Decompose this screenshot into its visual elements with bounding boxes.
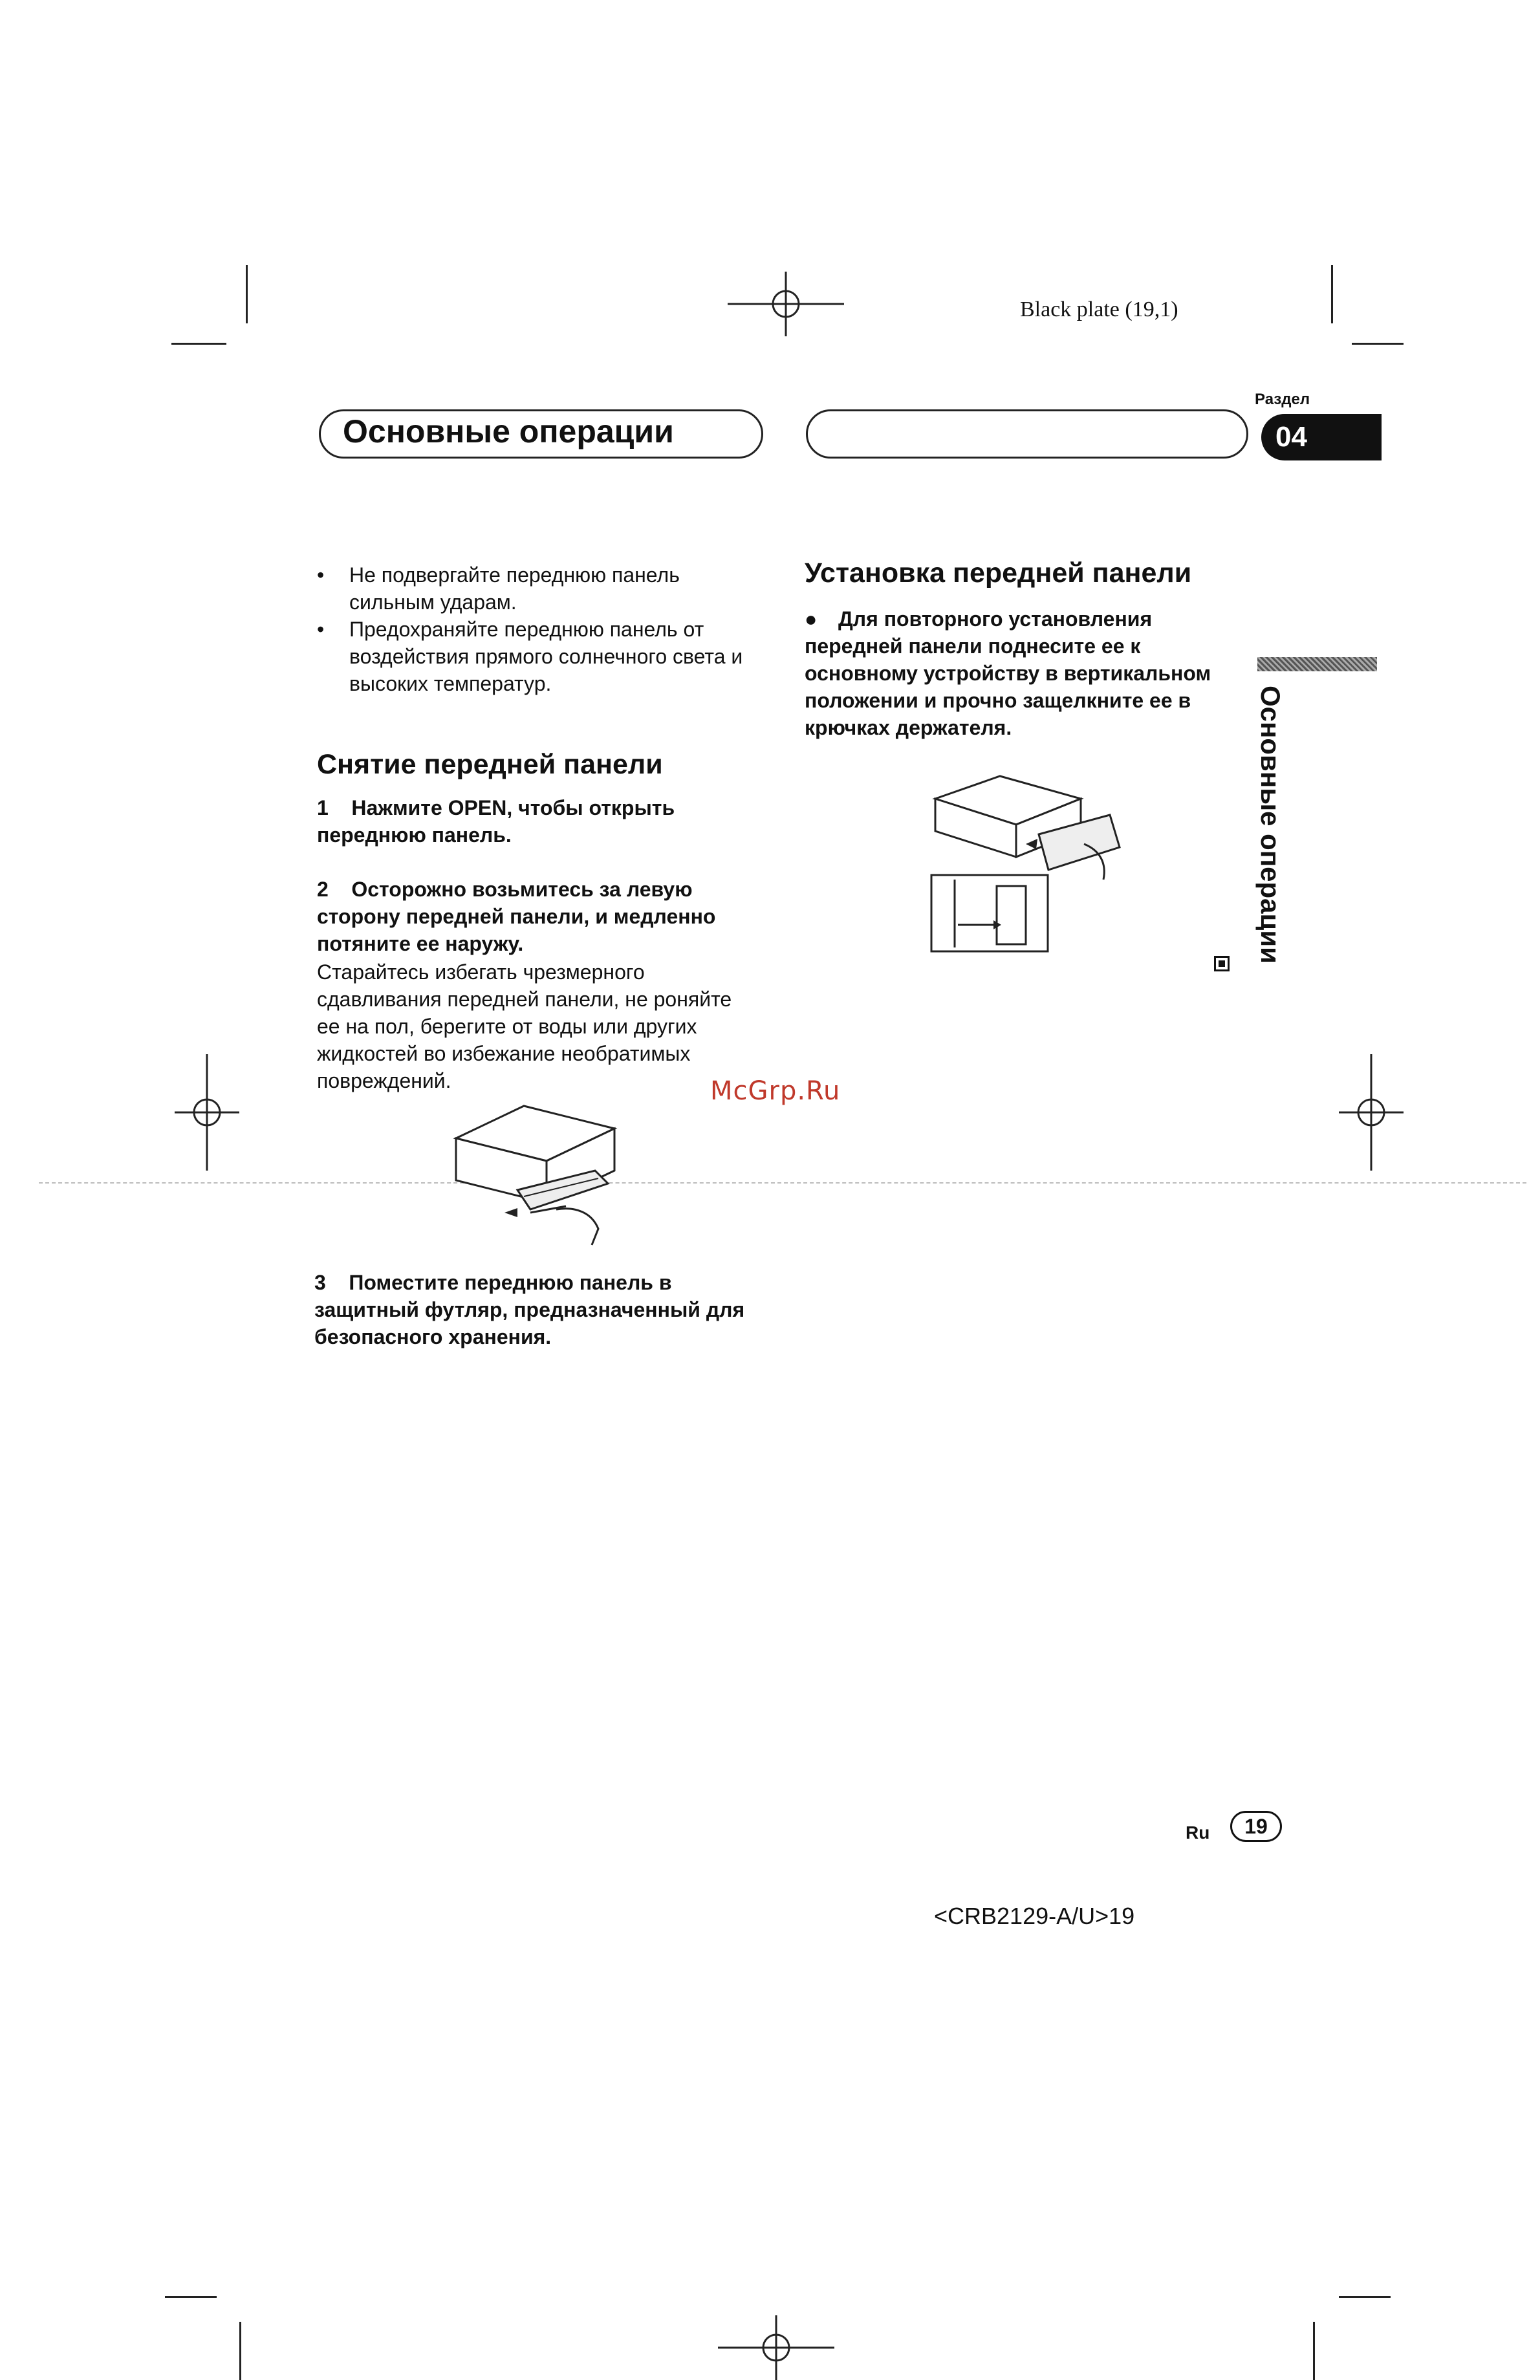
bullet-list (317, 561, 757, 697)
footer-lang: Ru (1186, 1823, 1210, 1843)
unit-panel-install-illustration (929, 773, 1123, 954)
removal-heading: Снятие передней панели (317, 749, 663, 780)
removal-step-3: 3 Поместите переднюю панель в защитный футляр, предназначенный для безопасного хранения. (314, 1271, 751, 1348)
footer-code: <CRB2129-A/U>19 (934, 1903, 1135, 1929)
fold-line (39, 1182, 1526, 1184)
crop-mark (171, 343, 226, 345)
registration-mark (175, 1054, 239, 1171)
end-of-section-icon (1214, 956, 1230, 971)
registration-mark (718, 2315, 834, 2380)
page-title: Основные операции (343, 413, 674, 449)
bullet-item: • Предохраняйте переднюю панель от воздействия прямого солнечного света и высоких температур. (317, 618, 743, 695)
install-bullet-symbol: ● (805, 607, 818, 631)
registration-mark (1339, 1054, 1404, 1171)
side-tab-bar (1257, 657, 1377, 671)
crop-mark (239, 2322, 241, 2380)
title-box-empty (806, 409, 1248, 459)
side-tab-label: Основные операции (1255, 686, 1286, 964)
bullet-item: • Не подвергайте переднюю панель сильным ударам. (317, 563, 680, 614)
crop-mark (165, 2296, 217, 2298)
crop-mark (1313, 2322, 1315, 2380)
crop-mark (1331, 265, 1333, 323)
crop-mark (246, 265, 248, 323)
page-number: 19 (1230, 1811, 1282, 1842)
install-instruction: Для повторного установления передней панели поднесите ее к основному устройству в вертикальном положении и прочно защелкните ее в крючках держателя. (805, 607, 1211, 739)
removal-step-2-note: Старайтесь избегать чрезмерного сдавливания передней панели, не роняйте ее на пол, берегите от воды или других жидкостей во избежание необратимых повреждений. (317, 960, 732, 1092)
removal-step-1: 1 Нажмите OPEN, чтобы открыть переднюю панель. (317, 796, 681, 847)
registration-mark (728, 272, 844, 336)
section-label: Раздел (1255, 391, 1310, 408)
removal-step-2: 2 Осторожно возьмитесь за левую сторону передней панели, и медленно потяните ее наружу. (317, 878, 722, 955)
watermark: McGrp.Ru (710, 1076, 841, 1106)
install-heading: Установка передней панели (805, 557, 1192, 589)
crop-mark (1339, 2296, 1391, 2298)
plate-label: Black plate (19,1) (1020, 298, 1178, 321)
section-badge: 04 (1261, 414, 1382, 460)
unit-panel-removal-illustration (453, 1099, 660, 1248)
crop-mark (1352, 343, 1404, 345)
